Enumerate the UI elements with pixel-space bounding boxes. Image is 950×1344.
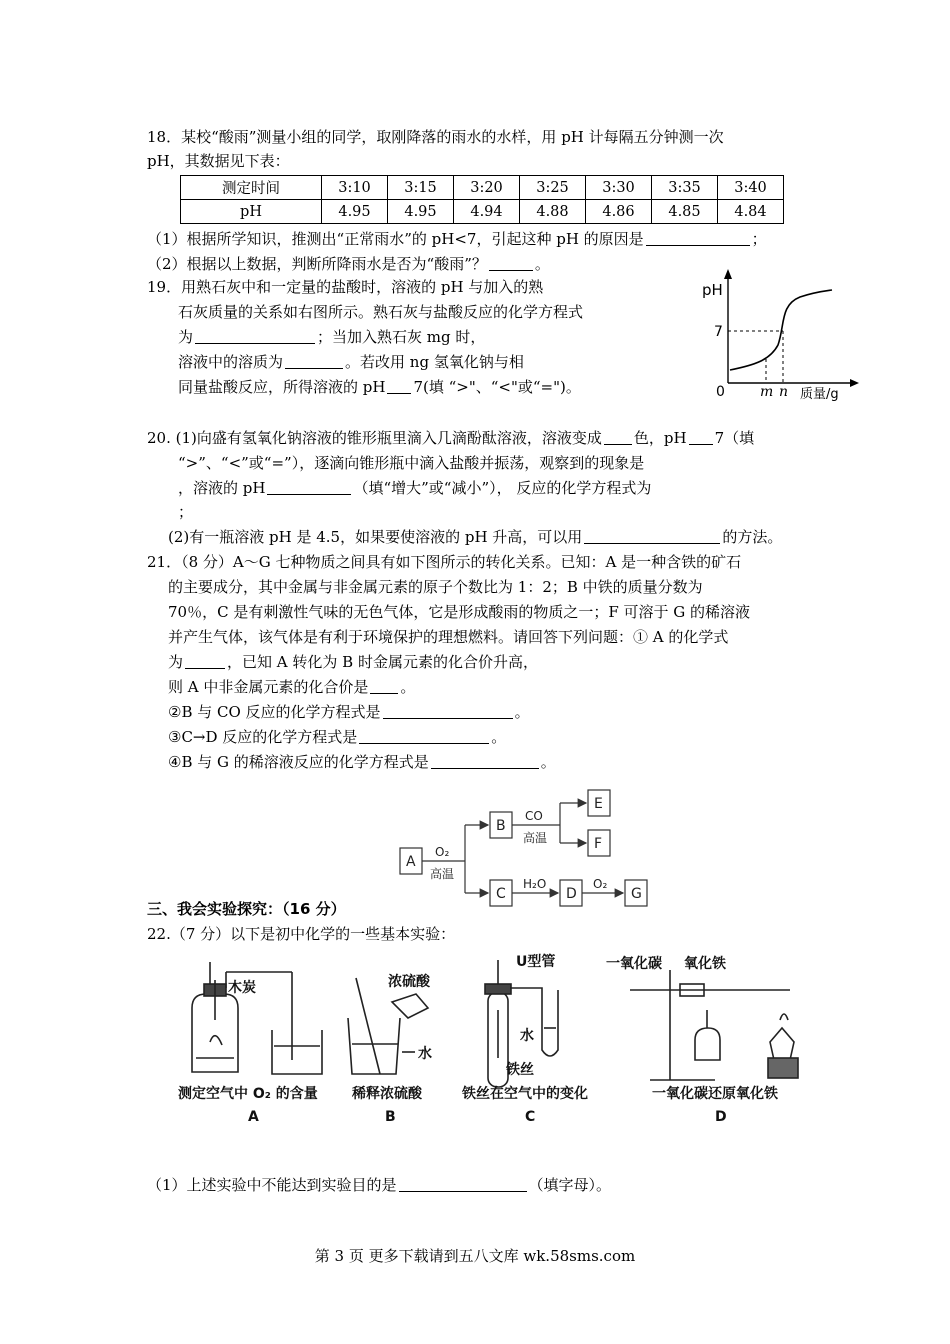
answer-blank[interactable] xyxy=(195,328,315,344)
table-cell: 4.86 xyxy=(586,200,652,224)
table-cell: 3:40 xyxy=(718,176,784,200)
answer-blank[interactable] xyxy=(399,1176,527,1192)
answer-blank[interactable] xyxy=(267,479,351,495)
table-cell: 3:15 xyxy=(388,176,454,200)
graph-ytick: 7 xyxy=(714,324,723,340)
caption-b: 稀释浓硫酸 xyxy=(352,1086,422,1102)
experiment-apparatus-figure xyxy=(170,950,810,1125)
q21-line9: ④B 与 G 的稀溶液反应的化学方程式是 。 xyxy=(168,753,556,771)
label-conc-sulfuric-acid: 浓硫酸 xyxy=(388,974,430,990)
q19-line2: 石灰质量的关系如右图所示。熟石灰与盐酸反应的化学方程式 xyxy=(178,303,584,321)
edge-label-h2o: H₂O xyxy=(523,877,547,891)
edge-label-co: CO xyxy=(525,809,543,823)
q21-line3: 70％，C 是有刺激性气味的无色气体，它是形成酸雨的物质之一；F 可溶于 G 的稀溶液 xyxy=(168,603,751,621)
answer-blank[interactable] xyxy=(689,429,713,445)
caption-letter-b: B xyxy=(385,1109,396,1125)
edge-label-high-temp: 高温 xyxy=(430,867,455,881)
answer-blank[interactable] xyxy=(604,429,632,445)
q22-sub1: （1）上述实验中不能达到实验目的是 （填字母）。 xyxy=(147,1176,612,1194)
answer-blank[interactable] xyxy=(584,528,720,544)
q19-line1: 19．用熟石灰中和一定量的盐酸时，溶液的 pH 与加入的熟 xyxy=(147,278,544,296)
node-G-label: G xyxy=(631,886,642,902)
answer-blank[interactable] xyxy=(489,255,533,271)
ph-curve xyxy=(730,290,832,370)
ph-data-table xyxy=(180,175,784,224)
answer-blank[interactable] xyxy=(370,678,398,694)
node-B-label: B xyxy=(496,818,506,834)
table-cell: 3:10 xyxy=(322,176,388,200)
label-water-c: 水 xyxy=(520,1028,534,1044)
graph-xtick-n: n xyxy=(779,384,789,400)
answer-blank[interactable] xyxy=(383,703,513,719)
table-cell: 3:25 xyxy=(520,176,586,200)
page-footer: 第 3 页 更多下载请到五八文库 wk.58sms.com xyxy=(314,1247,636,1265)
label-u-tube: U型管 xyxy=(516,954,556,970)
section-3-title: 三、我会实验探究：（16 分） xyxy=(147,900,346,918)
answer-blank[interactable] xyxy=(646,230,750,246)
answer-blank[interactable] xyxy=(185,653,225,669)
answer-blank[interactable] xyxy=(285,353,343,369)
table-row xyxy=(181,176,784,200)
table-cell: 3:30 xyxy=(586,176,652,200)
ph-curve-graph xyxy=(700,265,860,405)
q19-line3: 为 ；当加入熟石灰 mg 时， xyxy=(178,328,486,346)
edge-label-o2: O₂ xyxy=(435,845,450,859)
table-cell: 4.95 xyxy=(322,200,388,224)
q19-line5: 同量盐酸反应，所得溶液的 pH 7(填 “>"、“<"或“=")。 xyxy=(178,378,581,396)
table-cell: 4.94 xyxy=(454,200,520,224)
node-C-label: C xyxy=(496,886,506,902)
graph-xlabel: 质量/g xyxy=(800,387,839,402)
node-F-label: F xyxy=(594,836,603,852)
caption-letter-c: C xyxy=(525,1109,536,1125)
caption-a: 测定空气中 O₂ 的含量 xyxy=(178,1086,318,1102)
answer-blank[interactable] xyxy=(359,728,489,744)
node-E-label: E xyxy=(594,796,603,812)
q20-line4: ； xyxy=(178,503,194,521)
label-iron-wire: 铁丝 xyxy=(506,1062,534,1078)
q21-line2: 的主要成分，其中金属与非金属元素的原子个数比为 1：2；B 中铁的质量分数为 xyxy=(168,578,703,596)
q20-line5: (2)有一瓶溶液 pH 是 4.5，如果要使溶液的 pH 升高，可以用 的方法。 xyxy=(168,528,783,546)
q20-line3: ，溶液的 pH （填“增大”或“减小”）， 反应的化学方程式为 xyxy=(178,479,652,497)
graph-origin: 0 xyxy=(716,384,725,400)
graph-xtick-m: m xyxy=(760,384,774,400)
table-cell: 4.85 xyxy=(652,200,718,224)
table-cell: 4.88 xyxy=(520,200,586,224)
conversion-flow-diagram xyxy=(395,785,655,915)
q21-line1: 21．（8 分）A～G 七种物质之间具有如下图所示的转化关系。已知：A 是一种含铁的矿石 xyxy=(147,553,742,571)
table-cell: 4.95 xyxy=(388,200,454,224)
label-iron-oxide: 氧化铁 xyxy=(684,956,726,972)
caption-letter-a: A xyxy=(248,1109,259,1125)
node-D-label: D xyxy=(566,886,577,902)
q21-line7: ②B 与 CO 反应的化学方程式是 。 xyxy=(168,703,530,721)
caption-d: 一氧化碳还原氧化铁 xyxy=(652,1086,778,1102)
q21-line5: 为 ，已知 A 转化为 B 时金属元素的化合价升高， xyxy=(168,653,538,671)
q18-line2: pH，其数据见下表： xyxy=(147,152,290,170)
table-header-time: 测定时间 xyxy=(181,176,322,200)
answer-blank[interactable] xyxy=(431,753,539,769)
graph-ylabel: pH xyxy=(702,281,723,299)
label-carbon: 木炭 xyxy=(228,980,256,996)
q21-line4: 并产生气体，该气体是有利于环境保护的理想燃料。请回答下列问题：① A 的化学式 xyxy=(168,628,729,646)
table-header-ph: pH xyxy=(181,200,322,224)
caption-letter-d: D xyxy=(715,1109,727,1125)
q20-line1: 20. (1)向盛有氢氧化钠溶液的锥形瓶里滴入几滴酚酞溶液，溶液变成 色，pH 7（填 xyxy=(147,429,755,447)
q19-line4: 溶液中的溶质为 。若改用 ng 氢氧化钠与相 xyxy=(178,353,524,371)
table-row xyxy=(181,200,784,224)
answer-blank[interactable] xyxy=(387,378,411,394)
edge-label-high-temp: 高温 xyxy=(523,831,548,845)
q18-sub1: （1）根据所学知识，推测出“正常雨水”的 pH<7，引起这种 pH 的原因是 ； xyxy=(147,230,767,248)
q21-line6: 则 A 中非金属元素的化合价是 。 xyxy=(168,678,416,696)
table-cell: 4.84 xyxy=(718,200,784,224)
table-cell: 3:20 xyxy=(454,176,520,200)
label-water-b: 水 xyxy=(418,1046,432,1062)
edge-label-o2: O₂ xyxy=(593,877,608,891)
table-cell: 3:35 xyxy=(652,176,718,200)
q21-line8: ③C→D 反应的化学方程式是 。 xyxy=(168,728,507,746)
q18-sub2: （2）根据以上数据，判断所降雨水是否为“酸雨”？ 。 xyxy=(147,255,550,273)
q18-line1: 18．某校“酸雨”测量小组的同学，取刚降落的雨水的水样，用 pH 计每隔五分钟测一次 xyxy=(147,128,724,146)
q22-line1: 22.（7 分）以下是初中化学的一些基本实验： xyxy=(147,925,456,943)
label-carbon-monoxide: 一氧化碳 xyxy=(606,956,662,972)
caption-c: 铁丝在空气中的变化 xyxy=(462,1086,588,1102)
node-A-label: A xyxy=(406,854,416,870)
q20-line2: “>”、“<”或“=”），逐滴向锥形瓶中滴入盐酸并振荡，观察到的现象是 xyxy=(178,454,645,472)
